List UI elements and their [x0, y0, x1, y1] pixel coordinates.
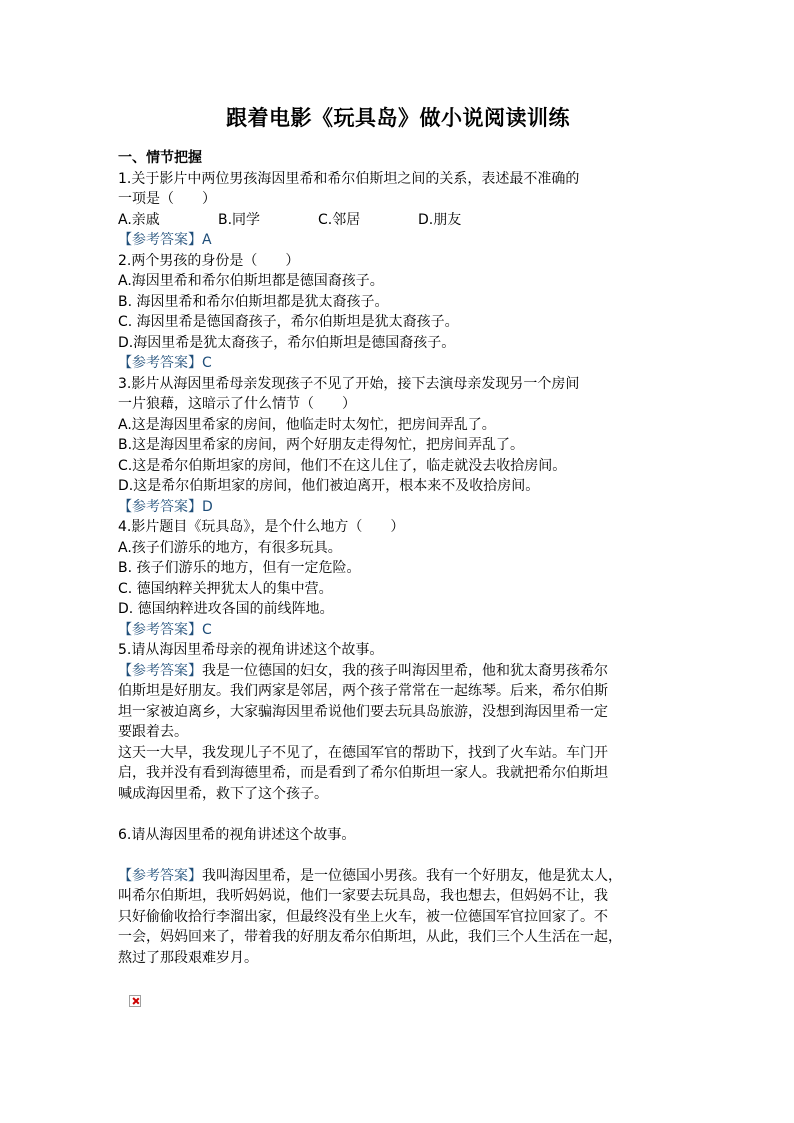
question-4-option-b: B. 孩子们游乐的地方，但有一定危险。	[118, 560, 361, 576]
question-1-option-d: D.朋友	[418, 211, 462, 228]
question-5-answer-line5: 这天一大早，我发现儿子不见了，在德国军官的帮助下，找到了火车站。车门开	[118, 744, 608, 761]
question-1-option-b: B.同学	[218, 211, 261, 228]
question-1-answer-value: A	[202, 232, 212, 248]
answer-label: 【参考答案】	[118, 355, 202, 371]
question-6-stem: 6.请从海因里希的视角讲述这个故事。	[118, 826, 356, 843]
question-5-answer-line2: 伯斯坦是好朋友。我们两家是邻居，两个孩子常常在一起练琴。后来，希尔伯斯	[118, 683, 608, 699]
question-6-answer-line1	[118, 866, 678, 887]
question-2-answer-value: C	[202, 355, 212, 371]
question-5-answer-line6: 启，我并没有看到海德里希，而是看到了希尔伯斯坦一家人。我就把希尔伯斯坦	[118, 765, 608, 781]
question-1-option-a: A.亲戚	[118, 211, 160, 228]
question-3-stem-line1: 3.影片从海因里希母亲发现孩子不见了开始，接下去演母亲发现另一个房间	[118, 375, 580, 392]
question-5-answer-line7: 喊成海因里希，救下了这个孩子。	[118, 785, 328, 802]
question-6-answer-text: 我叫海因里希，是一位德国小男孩。我有一个好朋友，他是犹太人，	[202, 867, 622, 884]
question-4-answer-value: C	[202, 621, 212, 638]
question-1-stem-line2: 一项是（ ）	[118, 191, 216, 207]
question-2-answer	[118, 353, 678, 374]
answer-label: 【参考答案】	[118, 867, 202, 884]
question-4-option-c: C. 德国纳粹关押犹太人的集中营。	[118, 580, 333, 597]
document-page	[118, 98, 678, 968]
question-6-answer-line3: 只好偷偷收拾行李溜出家，但最终没有坐上火车，被一位德国军官拉回家了。不	[118, 908, 608, 925]
section-heading-plot: 一、情节把握	[118, 150, 202, 166]
blank-line	[118, 804, 678, 825]
question-6-answer-line2: 叫希尔伯斯坦，我听妈妈说，他们一家要去玩具岛，我也想去，但妈妈不让，我	[118, 888, 608, 904]
question-1-option-c: C.邻居	[318, 211, 361, 228]
question-4	[118, 517, 678, 640]
question-3-option-c: C.这是希尔伯斯坦家的房间，他们不在这儿住了，临走就没去收拾房间。	[118, 457, 567, 474]
question-3-answer	[118, 497, 678, 518]
answer-label: 【参考答案】	[118, 621, 202, 638]
answer-label: 【参考答案】	[118, 498, 202, 515]
question-5-answer-line3: 坦一家被迫离乡，大家骗海因里希说他们要去玩具岛旅游，没想到海因里希一定	[118, 703, 608, 720]
question-5-answer-text: 我是一位德国的妇女，我的孩子叫海因里希，他和犹太裔男孩希尔	[202, 662, 608, 679]
question-3-option-a: A.这是海因里希家的房间，他临走时太匆忙，把房间弄乱了。	[118, 416, 496, 433]
answer-label: 【参考答案】	[118, 232, 202, 248]
question-3-option-d: D.这是希尔伯斯坦家的房间，他们被迫离开，根本来不及收拾房间。	[118, 478, 540, 494]
question-4-option-a: A.孩子们游乐的地方，有很多玩具。	[118, 539, 342, 556]
question-4-answer	[118, 620, 678, 641]
question-1	[118, 169, 678, 251]
question-5-stem: 5.请从海因里希母亲的视角讲述这个故事。	[118, 642, 384, 658]
question-6-answer-line5: 熬过了那段艰难岁月。	[118, 949, 258, 966]
question-1-stem-line1: 1.关于影片中两位男孩海因里希和希尔伯斯坦之间的关系，表述最不准确的	[118, 170, 580, 187]
question-2	[118, 251, 678, 374]
question-6	[118, 825, 678, 969]
question-3-answer-value: D	[202, 498, 213, 515]
question-2-stem: 2.两个男孩的身份是（ ）	[118, 252, 300, 269]
document-title: 跟着电影《玩具岛》做小说阅读训练	[226, 106, 570, 130]
question-2-option-c: C. 海因里希是德国裔孩子，希尔伯斯坦是犹太裔孩子。	[118, 314, 459, 330]
question-5-answer-line4: 要跟着去。	[118, 724, 188, 740]
question-1-answer	[118, 230, 678, 251]
broken-image-icon	[129, 995, 141, 1007]
question-5-answer-line1	[118, 661, 678, 682]
question-3-option-b: B.这是海因里希家的房间，两个好朋友走得匆忙，把房间弄乱了。	[118, 437, 525, 453]
question-1-options	[118, 210, 678, 231]
question-2-option-b: B. 海因里希和希尔伯斯坦都是犹太裔孩子。	[118, 293, 389, 310]
answer-label: 【参考答案】	[118, 662, 202, 679]
question-6-answer-line4: 一会，妈妈回来了，带着我的好朋友希尔伯斯坦，从此，我们三个人生活在一起，	[118, 929, 622, 945]
question-4-option-d: D. 德国纳粹进攻各国的前线阵地。	[118, 601, 334, 617]
question-2-option-d: D.海因里希是犹太裔孩子，希尔伯斯坦是德国裔孩子。	[118, 334, 456, 351]
question-3	[118, 374, 678, 518]
question-5	[118, 640, 678, 804]
question-3-stem-line2: 一片狼藉，这暗示了什么情节（ ）	[118, 396, 356, 412]
blank-line	[118, 845, 678, 866]
question-4-stem: 4.影片题目《玩具岛》，是个什么地方（ ）	[118, 519, 405, 535]
question-2-option-a: A.海因里希和希尔伯斯坦都是德国裔孩子。	[118, 273, 384, 289]
